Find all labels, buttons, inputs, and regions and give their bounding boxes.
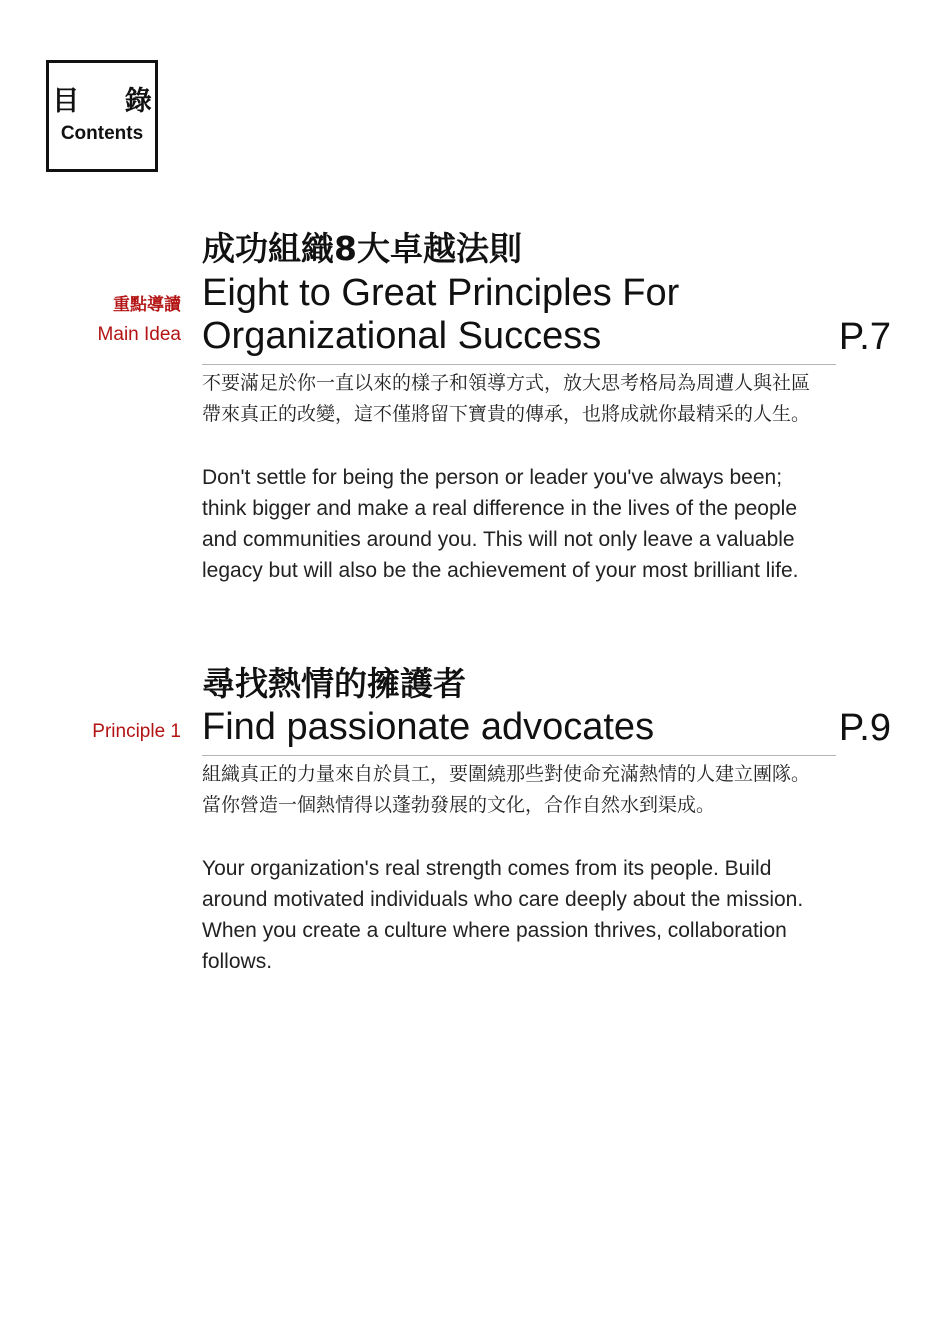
entry-label: [98, 294, 181, 348]
contents-title-zh: 目 錄: [52, 86, 170, 118]
entry-summary-zh: 不要滿足於你一直以來的樣子和領導方式，放大思考格局為周遭人與社區帶來真正的改變，這不僅將留下寶貴的傳承，也將成就你最精采的人生。: [202, 372, 811, 425]
entry-summary-en: Don't settle for being the person or leader you've always been; think bigger and make a real difference in the lives of the people and communities around you. This will not only leave a valuable legacy but will also be the achievement of your most brilliant life.: [202, 466, 799, 582]
entry-title-zh: 尋找熱情的擁護者: [202, 664, 466, 703]
entry-page-number[interactable]: P.9: [838, 707, 891, 749]
entry-page-number[interactable]: P.7: [838, 316, 891, 358]
entry-label-en: Main Idea: [97, 323, 181, 345]
entry-title-zh: 成功組織8大卓越法則: [202, 229, 522, 268]
entry-title-en-line1: Eight to Great Principles For: [202, 272, 680, 314]
entry-title-en: Find passionate advocates: [202, 706, 655, 748]
entry-title-en-line2: Organizational Success: [202, 315, 602, 357]
entry-label-zh: 重點導讀: [113, 295, 181, 315]
entry-summary-en: Your organization's real strength comes from its people. Build around motivated individuals who care deeply about the mission. When you create a culture where passion thrives, collaboration follows.: [202, 857, 804, 973]
entry-divider: [202, 364, 836, 365]
contents-title-en: Contents: [60, 122, 144, 144]
entry-divider: [202, 755, 836, 756]
entry-summary-zh: 組織真正的力量來自於員工，要圍繞那些對使命充滿熱情的人建立團隊。當你營造一個熱情得以蓬勃發展的文化，合作自然水到渠成。: [202, 763, 811, 816]
contents-box: [46, 60, 170, 172]
entry-label-en: Principle 1: [92, 721, 181, 742]
